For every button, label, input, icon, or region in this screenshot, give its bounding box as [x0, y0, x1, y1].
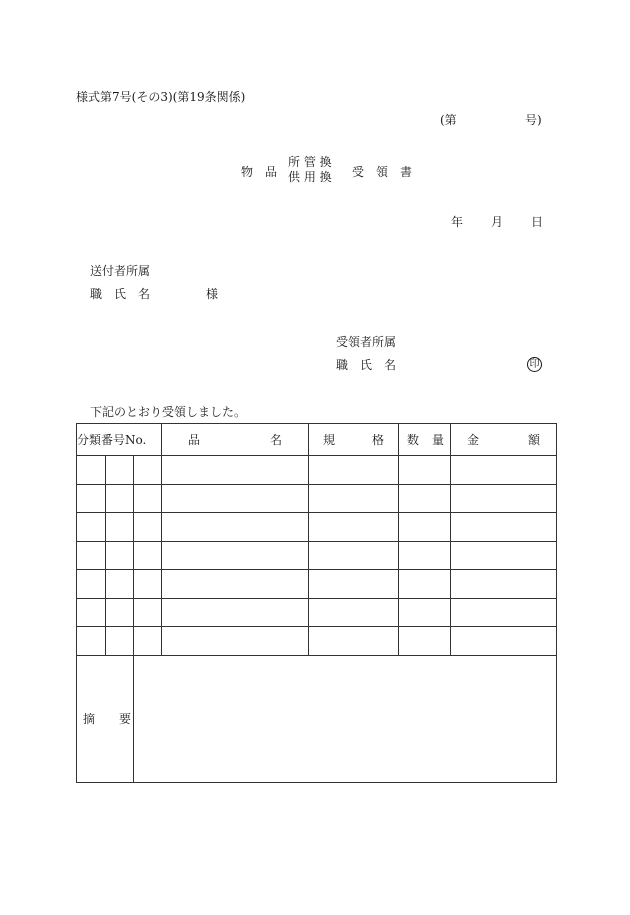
row-cls-3[interactable]	[134, 627, 162, 656]
row-amount[interactable]	[451, 627, 557, 656]
row-cls-1[interactable]	[77, 456, 106, 485]
header-item-name	[162, 424, 309, 456]
row-spec[interactable]	[309, 627, 399, 656]
table-header	[77, 424, 557, 456]
row-cls-2[interactable]	[106, 456, 134, 485]
row-cls-3[interactable]	[134, 484, 162, 513]
row-amount[interactable]	[451, 456, 557, 485]
row-cls-3[interactable]	[134, 570, 162, 599]
header-spec-char2: 格	[372, 433, 385, 447]
sender-name-label: 職 氏 名	[90, 287, 151, 301]
table-row	[77, 513, 557, 542]
row-qty[interactable]	[399, 541, 451, 570]
statement: 下記のとおり受領しました。	[90, 405, 247, 419]
row-item[interactable]	[162, 456, 309, 485]
row-cls-1[interactable]	[77, 484, 106, 513]
row-cls-3[interactable]	[134, 513, 162, 542]
header-item-char1: 品	[188, 433, 201, 447]
title-stack-top: 所 管 換	[288, 155, 332, 169]
seal-icon: 印	[527, 357, 542, 372]
header-spec	[309, 424, 399, 456]
row-qty[interactable]	[399, 627, 451, 656]
receiver-name-label: 職 氏 名	[336, 358, 397, 372]
header-qty-char2: 量	[432, 433, 445, 447]
header-amount	[451, 424, 557, 456]
row-amount[interactable]	[451, 513, 557, 542]
form-id: 様式第7号(その3)(第19条関係)	[76, 90, 246, 104]
row-amount[interactable]	[451, 541, 557, 570]
goods-table	[76, 423, 557, 783]
row-cls-1[interactable]	[77, 570, 106, 599]
row-cls-2[interactable]	[106, 513, 134, 542]
row-spec[interactable]	[309, 570, 399, 599]
row-item[interactable]	[162, 627, 309, 656]
row-qty[interactable]	[399, 456, 451, 485]
row-amount[interactable]	[451, 598, 557, 627]
header-spec-char1: 規	[323, 433, 336, 447]
summary-row	[77, 655, 557, 782]
table-row	[77, 627, 557, 656]
row-cls-1[interactable]	[77, 627, 106, 656]
header-amount-char2: 額	[528, 433, 541, 447]
row-qty[interactable]	[399, 570, 451, 599]
row-item[interactable]	[162, 598, 309, 627]
sender-dept-label: 送付者所属	[90, 264, 151, 278]
row-spec[interactable]	[309, 541, 399, 570]
title-part1: 物 品	[241, 165, 278, 179]
header-item-char2: 名	[270, 433, 283, 447]
row-cls-2[interactable]	[106, 484, 134, 513]
row-cls-2[interactable]	[106, 541, 134, 570]
row-spec[interactable]	[309, 456, 399, 485]
title-stack-bottom: 供 用 換	[288, 170, 332, 184]
row-cls-2[interactable]	[106, 627, 134, 656]
row-cls-1[interactable]	[77, 541, 106, 570]
row-cls-1[interactable]	[77, 513, 106, 542]
row-spec[interactable]	[309, 598, 399, 627]
row-item[interactable]	[162, 570, 309, 599]
seal-mark	[527, 356, 542, 372]
receiver-dept-label: 受領者所属	[336, 335, 397, 349]
row-spec[interactable]	[309, 513, 399, 542]
row-cls-1[interactable]	[77, 598, 106, 627]
title-part2: 受 領 書	[352, 165, 413, 179]
header-classification: 分類番号No.	[77, 424, 162, 456]
row-qty[interactable]	[399, 513, 451, 542]
header-quantity	[399, 424, 451, 456]
summary-field[interactable]	[134, 655, 557, 782]
doc-number-prefix: (第	[440, 113, 457, 127]
table-row	[77, 484, 557, 513]
summary-label: 摘 要	[77, 655, 134, 782]
row-item[interactable]	[162, 484, 309, 513]
row-cls-2[interactable]	[106, 570, 134, 599]
table-row	[77, 541, 557, 570]
table-row	[77, 598, 557, 627]
table-row	[77, 456, 557, 485]
row-amount[interactable]	[451, 570, 557, 599]
date-month-label: 月	[491, 215, 504, 229]
row-qty[interactable]	[399, 598, 451, 627]
row-spec[interactable]	[309, 484, 399, 513]
table-row	[77, 570, 557, 599]
row-cls-3[interactable]	[134, 598, 162, 627]
header-qty-char1: 数	[407, 433, 420, 447]
row-qty[interactable]	[399, 484, 451, 513]
row-amount[interactable]	[451, 484, 557, 513]
doc-number-suffix: 号)	[525, 113, 542, 127]
date-day-label: 日	[531, 215, 544, 229]
header-amount-char1: 金	[467, 433, 480, 447]
row-cls-3[interactable]	[134, 541, 162, 570]
row-cls-2[interactable]	[106, 598, 134, 627]
sender-honorific: 様	[206, 287, 219, 301]
row-item[interactable]	[162, 513, 309, 542]
row-item[interactable]	[162, 541, 309, 570]
date-year-label: 年	[451, 215, 464, 229]
row-cls-3[interactable]	[134, 456, 162, 485]
title-stack	[288, 155, 332, 185]
